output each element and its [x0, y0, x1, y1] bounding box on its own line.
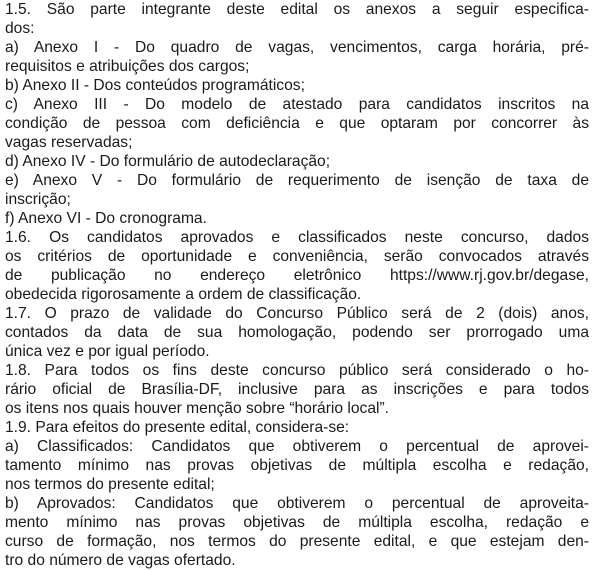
text-line: contados da data de sua homologação, podendo ser prorrogado uma	[5, 324, 589, 341]
text-line: 1.9. Para efeitos do presente edital, considera-se:	[5, 419, 350, 436]
text-line: os critérios de oportunidade e conveniência, serão convocados através	[5, 248, 589, 265]
text-line: 1.7. O prazo de validade do Concurso Público será de 2 (dois) anos,	[5, 305, 589, 322]
text-line: nos termos do presente edital;	[5, 476, 215, 493]
text-line: a) Anexo I - Do quadro de vagas, vencimentos, carga horária, pré-	[5, 39, 589, 56]
text-line: f) Anexo VI - Do cronograma.	[5, 210, 207, 227]
text-line: a) Classificados: Candidatos que obtiverem o percentual de aprovei-	[5, 438, 589, 455]
text-line: vagas reservadas;	[5, 134, 133, 151]
text-line: condição de pessoa com deficiência e que optaram por concorrer às	[5, 115, 589, 132]
text-line: e) Anexo V - Do formulário de requerimento de isenção de taxa de	[5, 172, 589, 189]
text-line: tamento mínimo nas provas objetivas de múltipla escolha e redação,	[5, 457, 589, 474]
text-line: inscrição;	[5, 191, 71, 208]
text-line: 1.8. Para todos os fins deste concurso público será considerado o ho-	[5, 362, 589, 379]
text-line: b) Anexo II - Dos conteúdos programáticos;	[5, 77, 305, 94]
text-line: requisitos e atribuições dos cargos;	[5, 58, 250, 75]
text-line: mento mínimo nas provas objetivas de múltipla escolha, redação e	[5, 514, 589, 531]
text-line: única vez e por igual período.	[5, 343, 210, 360]
text-line: de publicação no endereço eletrônico https://www.rj.gov.br/degase,	[5, 267, 589, 284]
text-line: b) Aprovados: Candidatos que obtiverem o percentual de aproveita-	[5, 495, 589, 512]
text-line: dos:	[5, 20, 35, 37]
text-line: c) Anexo III - Do modelo de atestado para candidatos inscritos na	[5, 96, 589, 113]
text-line: 1.5. São parte integrante deste edital os anexos a seguir especifica-	[5, 1, 589, 18]
text-line: 1.6. Os candidatos aprovados e classificados neste concurso, dados	[5, 229, 589, 246]
text-line: obedecida rigorosamente a ordem de classificação.	[5, 286, 362, 303]
text-line: rário oficial de Brasília-DF, inclusive para as inscrições e para todos	[5, 381, 589, 398]
text-line: tro do número de vagas ofertado.	[5, 552, 236, 569]
text-line: curso de formação, nos termos do presente edital, e que estejam den-	[5, 533, 589, 550]
text-line: d) Anexo IV - Do formulário de autodeclaração;	[5, 153, 331, 170]
text-line: os itens nos quais houver menção sobre “horário local”.	[5, 400, 389, 417]
